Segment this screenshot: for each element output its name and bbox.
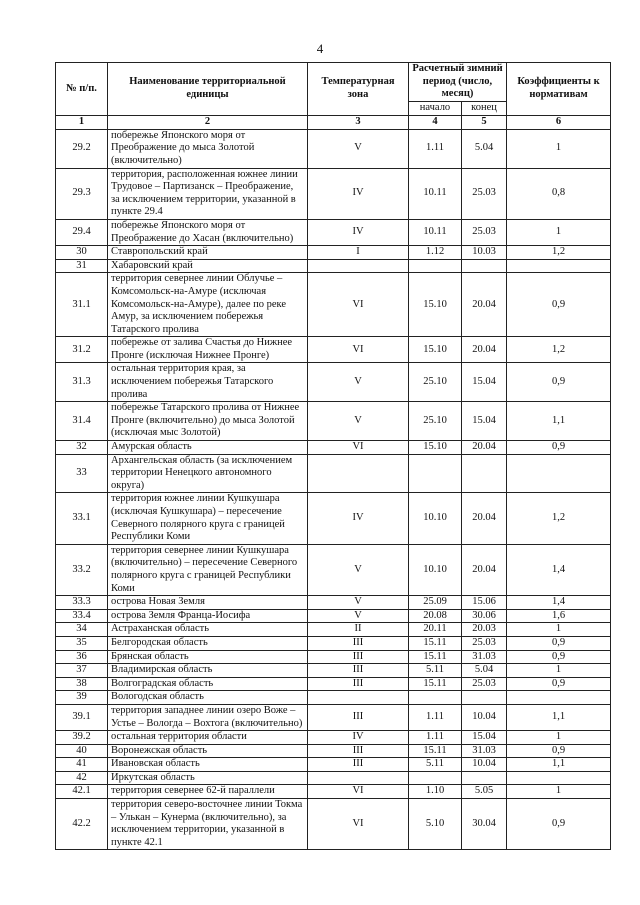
period-end: 31.03 — [462, 744, 507, 758]
period-start: 5.11 — [409, 664, 462, 678]
coefficient: 1,1 — [507, 704, 611, 730]
header-start: начало — [409, 101, 462, 115]
table-row — [56, 129, 611, 168]
period-start: 15.10 — [409, 441, 462, 455]
temperature-zone: VI — [308, 441, 409, 455]
col-number: 5 — [462, 115, 507, 129]
coefficient: 0,9 — [507, 363, 611, 402]
coefficient: 0,9 — [507, 636, 611, 650]
territory-name: территория севернее 62-й параллели — [108, 785, 308, 799]
table-row — [56, 731, 611, 745]
period-start: 20.08 — [409, 609, 462, 623]
territory-name: Волгоградская область — [108, 677, 308, 691]
temperature-zone: IV — [308, 168, 409, 219]
row-number: 33 — [56, 454, 108, 493]
table-row — [56, 493, 611, 544]
temperature-zone: V — [308, 129, 409, 168]
temperature-zone — [308, 259, 409, 273]
header-end: конец — [462, 101, 507, 115]
period-start: 1.11 — [409, 704, 462, 730]
period-start: 15.10 — [409, 273, 462, 337]
period-end: 15.04 — [462, 402, 507, 441]
territory-name: Белгородская область — [108, 636, 308, 650]
period-end: 20.04 — [462, 493, 507, 544]
coefficient: 1 — [507, 623, 611, 637]
territory-name: территория западнее линии озеро Воже – Устье – Вологда – Вохтога (включительно) — [108, 704, 308, 730]
period-end: 30.06 — [462, 609, 507, 623]
col-number: 1 — [56, 115, 108, 129]
row-number: 29.3 — [56, 168, 108, 219]
col-number: 3 — [308, 115, 409, 129]
period-end: 5.04 — [462, 664, 507, 678]
period-start — [409, 259, 462, 273]
territory-name: побережье Японского моря от Преображение до мыса Золотой (включительно) — [108, 129, 308, 168]
temperature-zone: VI — [308, 785, 409, 799]
coefficient: 1,2 — [507, 246, 611, 260]
table-row — [56, 664, 611, 678]
norms-table — [55, 62, 611, 850]
row-number: 33.4 — [56, 609, 108, 623]
temperature-zone — [308, 771, 409, 785]
table-row — [56, 785, 611, 799]
temperature-zone: V — [308, 363, 409, 402]
row-number: 38 — [56, 677, 108, 691]
period-end: 15.04 — [462, 731, 507, 745]
table-row — [56, 219, 611, 245]
coefficient: 0,9 — [507, 273, 611, 337]
col-number: 6 — [507, 115, 611, 129]
territory-name: Вологодская область — [108, 691, 308, 705]
table-row — [56, 650, 611, 664]
period-start: 25.10 — [409, 402, 462, 441]
period-start: 1.10 — [409, 785, 462, 799]
header-name: Наименование территориальной единицы — [108, 63, 308, 116]
table-row — [56, 677, 611, 691]
territory-name: территория северо-восточнее линии Токма – Улькан – Кунерма (включительно), за исключением территории, указанной в пункте 42.1 — [108, 799, 308, 850]
row-number: 42.1 — [56, 785, 108, 799]
territory-name: острова Земля Франца-Иосифа — [108, 609, 308, 623]
row-number: 31.4 — [56, 402, 108, 441]
period-start: 5.10 — [409, 799, 462, 850]
coefficient: 1,4 — [507, 544, 611, 595]
row-number: 37 — [56, 664, 108, 678]
temperature-zone: III — [308, 758, 409, 772]
table-row — [56, 402, 611, 441]
period-end: 30.04 — [462, 799, 507, 850]
period-end: 25.03 — [462, 168, 507, 219]
coefficient: 0,9 — [507, 799, 611, 850]
coefficient: 0,9 — [507, 650, 611, 664]
period-start: 15.11 — [409, 650, 462, 664]
period-end: 25.03 — [462, 677, 507, 691]
territory-name: Ивановская область — [108, 758, 308, 772]
period-end: 5.05 — [462, 785, 507, 799]
col-number: 2 — [108, 115, 308, 129]
coefficient: 1,2 — [507, 337, 611, 363]
table-row — [56, 704, 611, 730]
table-row — [56, 337, 611, 363]
row-number: 39.1 — [56, 704, 108, 730]
temperature-zone: III — [308, 677, 409, 691]
period-end: 10.04 — [462, 704, 507, 730]
coefficient: 0,8 — [507, 168, 611, 219]
table-row — [56, 623, 611, 637]
temperature-zone: V — [308, 609, 409, 623]
coefficient — [507, 691, 611, 705]
period-end: 15.04 — [462, 363, 507, 402]
coefficient — [507, 259, 611, 273]
temperature-zone: IV — [308, 493, 409, 544]
territory-name: территория южнее линии Кушкушара (исключая Кушкушара) – пересечение Северного полярного круга с границей Республики Коми — [108, 493, 308, 544]
row-number: 35 — [56, 636, 108, 650]
row-number: 31.3 — [56, 363, 108, 402]
period-end: 20.04 — [462, 544, 507, 595]
table-row — [56, 246, 611, 260]
page-number: 4 — [316, 41, 324, 56]
period-start: 10.10 — [409, 493, 462, 544]
coefficient: 1,1 — [507, 402, 611, 441]
period-start — [409, 454, 462, 493]
table-row — [56, 363, 611, 402]
table-body — [56, 129, 611, 850]
header-period: Расчетный зимний период (число, месяц) — [409, 63, 507, 102]
temperature-zone: VI — [308, 799, 409, 850]
territory-name: побережье Татарского пролива от Нижнее Пронге (включительно) до мыса Золотой (исключая мыс Золотой) — [108, 402, 308, 441]
territory-name: Хабаровский край — [108, 259, 308, 273]
territory-name: остальная территория области — [108, 731, 308, 745]
row-number: 33.1 — [56, 493, 108, 544]
header-coef: Коэффициенты к нормативам — [507, 63, 611, 116]
row-number: 29.2 — [56, 129, 108, 168]
territory-name: Ставропольский край — [108, 246, 308, 260]
coefficient — [507, 771, 611, 785]
period-end: 20.03 — [462, 623, 507, 637]
territory-name: Иркутская область — [108, 771, 308, 785]
row-number: 31.1 — [56, 273, 108, 337]
temperature-zone: I — [308, 246, 409, 260]
temperature-zone: IV — [308, 731, 409, 745]
period-end — [462, 259, 507, 273]
period-end: 10.04 — [462, 758, 507, 772]
period-start — [409, 771, 462, 785]
row-number: 33.2 — [56, 544, 108, 595]
coefficient: 1 — [507, 219, 611, 245]
territory-name: Архангельская область (за исключением территории Ненецкого автономного округа) — [108, 454, 308, 493]
temperature-zone: V — [308, 402, 409, 441]
row-number: 31 — [56, 259, 108, 273]
period-end: 5.04 — [462, 129, 507, 168]
territory-name: территория, расположенная южнее линии Трудовое – Партизанск – Преображение, за исключением территории, указанной в пункте 29.4 — [108, 168, 308, 219]
row-number: 33.3 — [56, 596, 108, 610]
temperature-zone: II — [308, 623, 409, 637]
territory-name: Владимирская область — [108, 664, 308, 678]
territory-name: Амурская область — [108, 441, 308, 455]
period-end — [462, 454, 507, 493]
table-row — [56, 744, 611, 758]
period-start: 10.10 — [409, 544, 462, 595]
row-number: 41 — [56, 758, 108, 772]
coefficient: 1,1 — [507, 758, 611, 772]
table-row — [56, 758, 611, 772]
temperature-zone: VI — [308, 337, 409, 363]
row-number: 42 — [56, 771, 108, 785]
period-start: 1.11 — [409, 731, 462, 745]
table-row — [56, 454, 611, 493]
period-start: 20.11 — [409, 623, 462, 637]
territory-name: побережье от залива Счастья до Нижнее Пронге (исключая Нижнее Пронге) — [108, 337, 308, 363]
period-end: 25.03 — [462, 219, 507, 245]
period-start: 10.11 — [409, 168, 462, 219]
table-row — [56, 441, 611, 455]
territory-name: территория севернее линии Кушкушара (включительно) – пересечение Северного полярного круга с границей Республики Коми — [108, 544, 308, 595]
coefficient: 0,9 — [507, 744, 611, 758]
table-row — [56, 799, 611, 850]
period-end: 10.03 — [462, 246, 507, 260]
territory-name: остальная территория края, за исключением побережья Татарского пролива — [108, 363, 308, 402]
row-number: 32 — [56, 441, 108, 455]
table-row — [56, 609, 611, 623]
row-number: 40 — [56, 744, 108, 758]
row-number: 34 — [56, 623, 108, 637]
table-row — [56, 636, 611, 650]
header-num: № п/п. — [56, 63, 108, 116]
coefficient: 1 — [507, 664, 611, 678]
coefficient: 1,2 — [507, 493, 611, 544]
row-number: 29.4 — [56, 219, 108, 245]
temperature-zone: III — [308, 744, 409, 758]
temperature-zone: III — [308, 650, 409, 664]
period-start: 1.12 — [409, 246, 462, 260]
territory-name: Астраханская область — [108, 623, 308, 637]
temperature-zone: III — [308, 664, 409, 678]
table-row — [56, 596, 611, 610]
temperature-zone — [308, 454, 409, 493]
temperature-zone: V — [308, 596, 409, 610]
temperature-zone: III — [308, 636, 409, 650]
territory-name: острова Новая Земля — [108, 596, 308, 610]
period-end — [462, 691, 507, 705]
row-number: 42.2 — [56, 799, 108, 850]
coefficient: 0,9 — [507, 441, 611, 455]
row-number: 31.2 — [56, 337, 108, 363]
row-number: 30 — [56, 246, 108, 260]
col-number: 4 — [409, 115, 462, 129]
period-start: 5.11 — [409, 758, 462, 772]
table-row — [56, 691, 611, 705]
row-number: 39 — [56, 691, 108, 705]
temperature-zone: III — [308, 704, 409, 730]
table-row — [56, 544, 611, 595]
period-start: 15.10 — [409, 337, 462, 363]
table-row — [56, 771, 611, 785]
territory-name: Воронежская область — [108, 744, 308, 758]
temperature-zone: V — [308, 544, 409, 595]
period-start: 1.11 — [409, 129, 462, 168]
period-start: 15.11 — [409, 636, 462, 650]
period-start: 10.11 — [409, 219, 462, 245]
table-row — [56, 259, 611, 273]
territory-name: побережье Японского моря от Преображение до Хасан (включительно) — [108, 219, 308, 245]
coefficient — [507, 454, 611, 493]
period-start: 15.11 — [409, 677, 462, 691]
period-start: 15.11 — [409, 744, 462, 758]
temperature-zone — [308, 691, 409, 705]
period-end: 15.06 — [462, 596, 507, 610]
coefficient: 0,9 — [507, 677, 611, 691]
temperature-zone: IV — [308, 219, 409, 245]
period-end: 25.03 — [462, 636, 507, 650]
coefficient: 1 — [507, 785, 611, 799]
temperature-zone: VI — [308, 273, 409, 337]
table-row — [56, 273, 611, 337]
period-end — [462, 771, 507, 785]
row-number: 36 — [56, 650, 108, 664]
coefficient: 1,4 — [507, 596, 611, 610]
period-end: 20.04 — [462, 273, 507, 337]
period-start: 25.10 — [409, 363, 462, 402]
coefficient: 1 — [507, 129, 611, 168]
coefficient: 1,6 — [507, 609, 611, 623]
territory-name: территория севернее линии Облучье – Комсомольск-на-Амуре (исключая Комсомольск-на-Амуре), далее по реке Амур, за исключением побережья Татарского пролива — [108, 273, 308, 337]
period-end: 20.04 — [462, 337, 507, 363]
row-number: 39.2 — [56, 731, 108, 745]
period-end: 20.04 — [462, 441, 507, 455]
table-row — [56, 168, 611, 219]
period-end: 31.03 — [462, 650, 507, 664]
territory-name: Брянская область — [108, 650, 308, 664]
period-start: 25.09 — [409, 596, 462, 610]
header-zone: Температурная зона — [308, 63, 409, 116]
coefficient: 1 — [507, 731, 611, 745]
period-start — [409, 691, 462, 705]
